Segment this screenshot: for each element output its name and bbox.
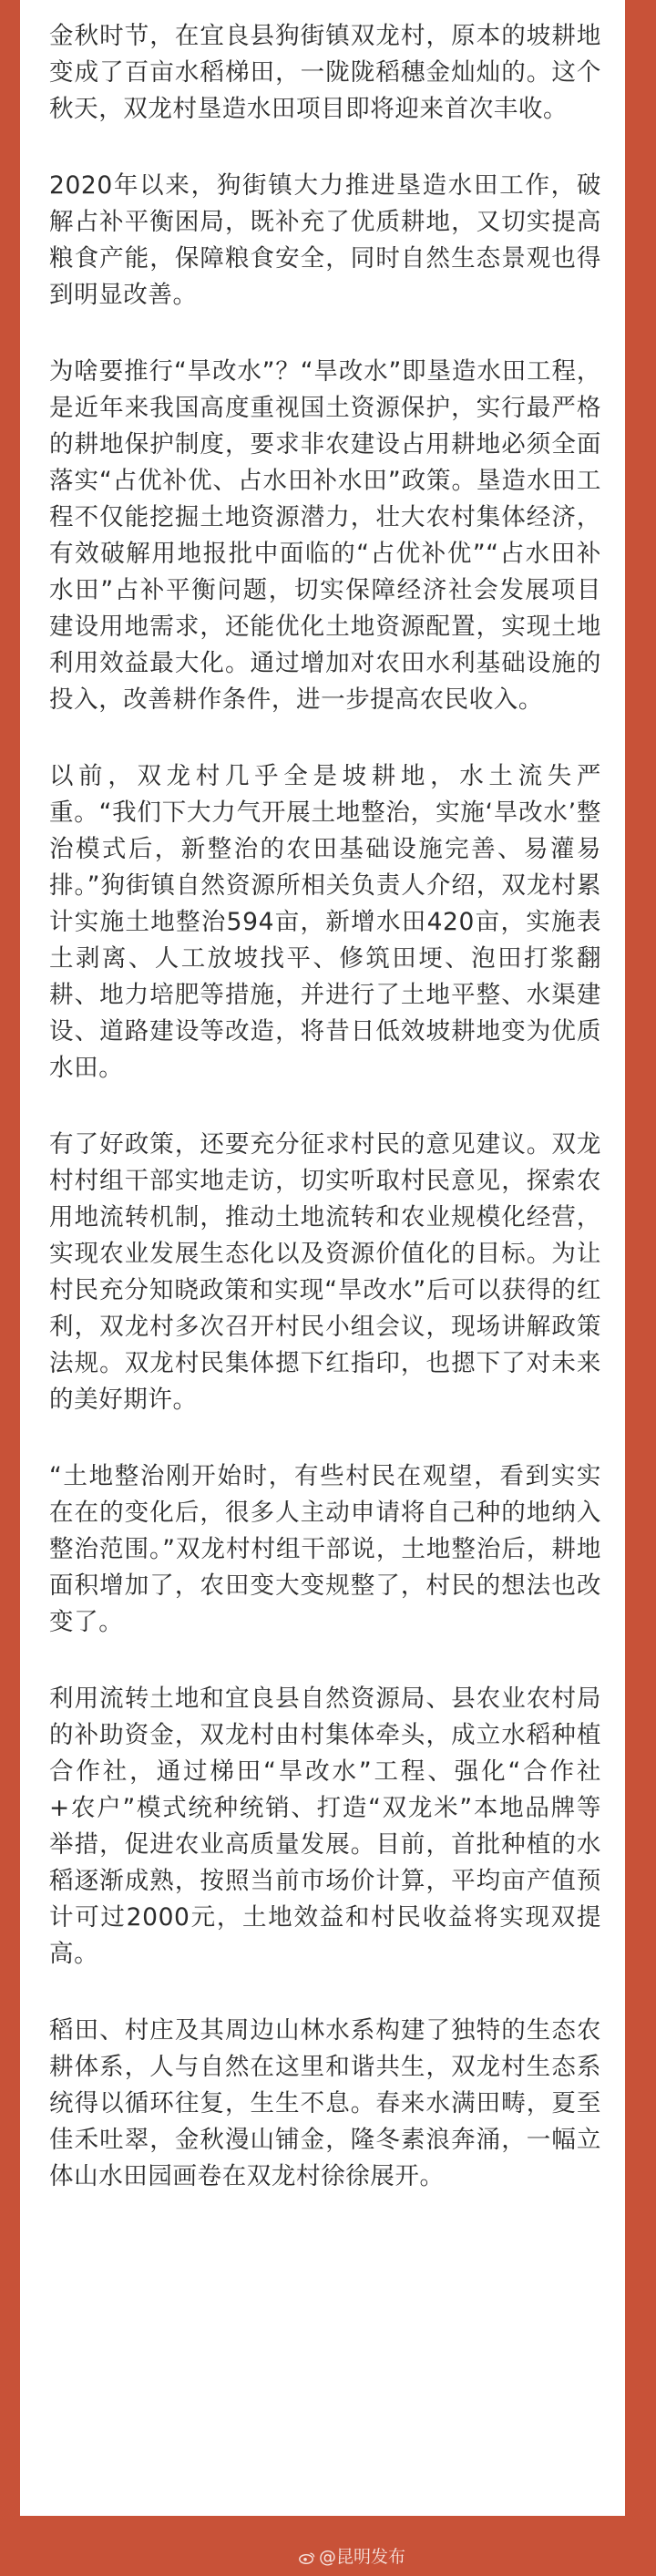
article-card	[20, 0, 625, 2516]
article-paragraph: 为啥要推行“旱改水”？“旱改水”即垦造水田工程，是近年来我国高度重视国土资源保护，实行最严格的耕地保护制度，要求非农建设占用耕地必须全面落实“占优补优、占水田补水田”政策。垦造水田工程不仅能挖掘土地资源潜力，壮大农村集体经济，有效破解用地报批中面临的“占优补优”“占水田补水田”占补平衡问题，切实保障经济社会发展项目建设用地需求，还能优化土地资源配置，实现土地利用效益最大化。通过增加对农田水利基础设施的投入，改善耕作条件，进一步提高农民收入。	[49, 357, 601, 714]
article-paragraph: 有了好政策，还要充分征求村民的意见建议。双龙村村组干部实地走访，切实听取村民意见，探索农用地流转机制，推动土地流转和农业规模化经营，实现农业发展生态化以及资源价值化的目标。为让村民充分知晓政策和实现“旱改水”后可以获得的红利，双龙村多次召开村民小组会议，现场讲解政策法规。双龙村民集体摁下红指印，也摁下了对未来的美好期许。	[49, 1130, 601, 1414]
article-paragraph: 利用流转土地和宜良县自然资源局、县农业农村局的补助资金，双龙村由村集体牵头，成立水稻种植合作社，通过梯田“旱改水”工程、强化“合作社+农户”模式统种统销、打造“双龙米”本地品牌等举措，促进农业高质量发展。目前，首批种植的水稻逐渐成熟，按照当前市场价计算，平均亩产值预计可过2000元，土地效益和村民收益将实现双提高。	[49, 1685, 601, 1968]
article-paragraph: 金秋时节，在宜良县狗街镇双龙村，原本的坡耕地变成了百亩水稻梯田，一陇陇稻穗金灿灿的。这个秋天，双龙村垦造水田项目即将迎来首次丰收。	[49, 22, 601, 123]
watermark-text: @昆明发布	[319, 2547, 406, 2567]
weibo-logo-icon	[299, 2551, 315, 2564]
article-paragraph: 以前，双龙村几乎全是坡耕地，水土流失严重。“我们下大力气开展土地整治，实施‘旱改水’整治模式后，新整治的农田基础设施完善、易灌易排。”狗街镇自然资源所相关负责人介绍，双龙村累计实施土地整治594亩，新增水田420亩，实施表土剥离、人工放坡找平、修筑田埂、泡田打浆翻耕、地力培肥等措施，并进行了土地平整、水渠建设、道路建设等改造，将昔日低效坡耕地变为优质水田。	[49, 762, 601, 1082]
article-paragraph: 2020年以来，狗街镇大力推进垦造水田工作，破解占补平衡困局，既补充了优质耕地，又切实提高粮食产能，保障粮食安全，同时自然生态景观也得到明显改善。	[49, 171, 601, 309]
article-paragraph: “土地整治刚开始时，有些村民在观望，看到实实在在的变化后，很多人主动申请将自己种的地纳入整治范围。”双龙村村组干部说，土地整治后，耕地面积增加了，农田变大变规整了，村民的想法也改变了。	[49, 1462, 601, 1636]
watermark	[299, 2543, 405, 2568]
article-paragraph: 稻田、村庄及其周边山林水系构建了独特的生态农耕体系，人与自然在这里和谐共生，双龙村生态系统得以循环往复，生生不息。春来水满田畴，夏至佳禾吐翠，金秋漫山铺金，隆冬素浪奔涌，一幅立体山水田园画卷在双龙村徐徐展开。	[49, 2016, 601, 2190]
